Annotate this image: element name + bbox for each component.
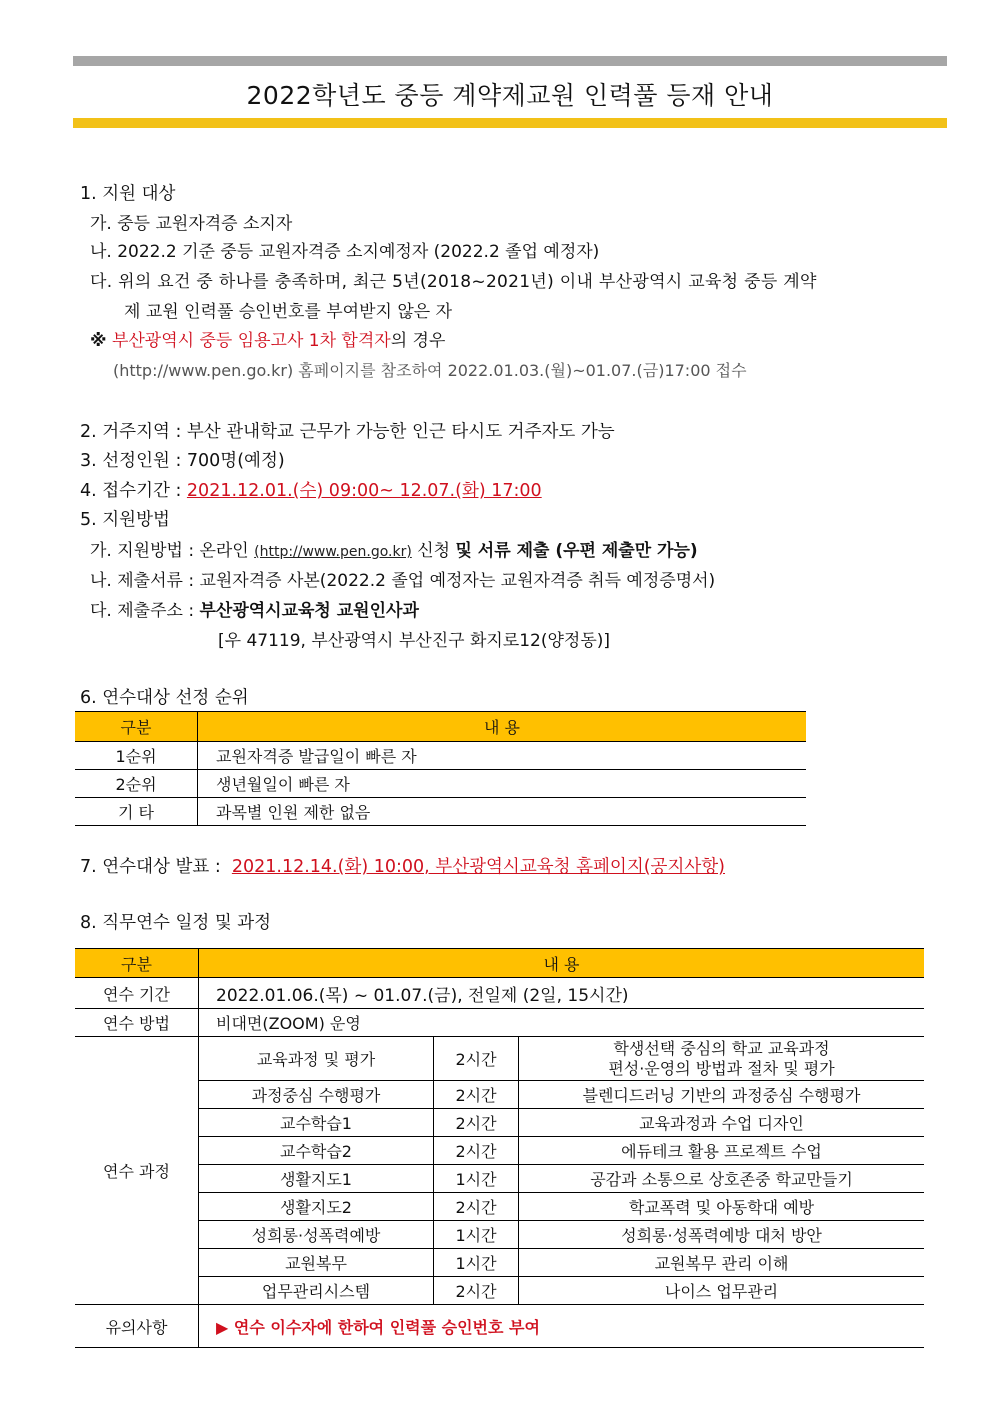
header-category: 구분 <box>75 712 198 742</box>
course-name: 교수학습1 <box>199 1109 434 1137</box>
course-name: 업무관리시스템 <box>199 1277 434 1305</box>
s5-item-b: 나. 제출서류 : 교원자격증 사본(2022.2 졸업 예정자는 교원자격증 취득 예정증명서) <box>90 571 716 591</box>
table-row <box>75 1305 924 1348</box>
period-label: 연수 기간 <box>75 978 199 1009</box>
notice-value: ▶ 연수 이수자에 한하여 인력풀 승인번호 부여 <box>199 1305 925 1348</box>
course-hours: 2시간 <box>434 1037 519 1081</box>
table-row <box>75 798 806 826</box>
course-content: 학교폭력 및 아동학대 예방 <box>519 1193 925 1221</box>
note-suffix: 의 경우 <box>390 331 446 351</box>
course-content <box>519 1037 925 1081</box>
course-hours: 1시간 <box>434 1249 519 1277</box>
table-row <box>75 978 924 1009</box>
section-4 <box>80 480 542 502</box>
title-underline <box>73 118 947 128</box>
s5-item-a <box>90 541 698 562</box>
course-hours: 2시간 <box>434 1137 519 1165</box>
table-row <box>75 1221 924 1249</box>
header-content: 내 용 <box>198 712 807 742</box>
note-mark: ※ <box>90 331 107 351</box>
s1-note <box>90 331 445 351</box>
table-row <box>75 770 806 798</box>
section-7 <box>80 856 725 878</box>
table-row <box>75 1081 924 1109</box>
header-content: 내 용 <box>199 949 925 978</box>
section-5-heading: 5. 지원방법 <box>80 510 170 530</box>
section-6-heading: 6. 연수대상 선정 순위 <box>80 688 249 708</box>
s5-link[interactable]: (http://www.pen.go.kr) <box>254 544 412 560</box>
header-category: 구분 <box>75 949 199 978</box>
s5-a-label: 가. 지원방법 : 온라인 <box>90 541 249 561</box>
row-desc: 과목별 인원 제한 없음 <box>198 798 807 826</box>
priority-table <box>75 711 806 826</box>
s4-label: 4. 접수기간 : <box>80 481 182 501</box>
course-hours: 1시간 <box>434 1221 519 1249</box>
period-value: 2022.01.06.(목) ~ 01.07.(금), 전일제 (2일, 15시간) <box>199 978 925 1009</box>
note-detail-text: 홈페이지를 참조하여 2022.01.03.(월)~01.07.(금)17:00 접수 <box>298 361 747 380</box>
section-1-heading: 1. 지원 대상 <box>80 184 176 204</box>
notice-label: 유의사항 <box>75 1305 199 1348</box>
s7-value: 2021.12.14.(화) 10:00, 부산광역시교육청 홈페이지(공지사항) <box>231 857 725 877</box>
section-2: 2. 거주지역 : 부산 관내학교 근무가 가능한 인근 타시도 거주자도 가능 <box>80 422 615 442</box>
course-hours: 2시간 <box>434 1081 519 1109</box>
table-row <box>75 1009 924 1037</box>
course-hours: 2시간 <box>434 1109 519 1137</box>
method-value: 비대면(ZOOM) 운영 <box>199 1009 925 1037</box>
s7-label: 7. 연수대상 발표 : <box>80 857 221 877</box>
row-rank: 2순위 <box>75 770 198 798</box>
table-row <box>75 1137 924 1165</box>
table-row <box>75 742 806 770</box>
course-content: 블렌디드러닝 기반의 과정중심 수행평가 <box>519 1081 925 1109</box>
table-row <box>75 1193 924 1221</box>
note-highlight: 부산광역시 중등 임용고사 1차 합격자 <box>111 331 391 351</box>
s5-a-bold: 및 서류 제출 (우편 제출만 가능) <box>455 541 698 561</box>
course-name: 교원복무 <box>199 1249 434 1277</box>
table-row <box>75 1277 924 1305</box>
table-row <box>75 1109 924 1137</box>
s5-address: [우 47119, 부산광역시 부산진구 화지로12(양정동)] <box>218 631 611 651</box>
course-content-line1: 학생선택 중심의 학교 교육과정 <box>613 1038 830 1058</box>
course-name: 생활지도2 <box>199 1193 434 1221</box>
table-row <box>75 1249 924 1277</box>
s1-note-detail <box>113 361 747 381</box>
table-header-row <box>75 712 806 742</box>
s5-a-mid: 신청 <box>417 541 451 561</box>
table-row <box>75 1037 924 1081</box>
s5-item-c <box>90 601 419 621</box>
s1-item-c-line2: 제 교원 인력풀 승인번호를 부여받지 않은 자 <box>124 302 453 322</box>
course-content: 교육과정과 수업 디자인 <box>519 1109 925 1137</box>
method-label: 연수 방법 <box>75 1009 199 1037</box>
course-name: 교육과정 및 평가 <box>199 1037 434 1081</box>
s5-c-label: 다. 제출주소 : <box>90 601 195 621</box>
pen-link[interactable]: (http://www.pen.go.kr) <box>113 361 294 380</box>
course-hours: 2시간 <box>434 1277 519 1305</box>
row-desc: 생년월일이 빠른 자 <box>198 770 807 798</box>
s1-item-b: 나. 2022.2 기준 중등 교원자격증 소지예정자 (2022.2 졸업 예정자) <box>90 242 600 262</box>
course-name: 교수학습2 <box>199 1137 434 1165</box>
course-name: 성희롱·성폭력예방 <box>199 1221 434 1249</box>
s1-item-c-line1: 다. 위의 요건 중 하나를 충족하며, 최근 5년(2018~2021년) 이내 부산광역시 교육청 중등 계약 <box>90 272 817 292</box>
top-rule <box>73 56 947 66</box>
row-rank: 1순위 <box>75 742 198 770</box>
course-name: 과정중심 수행평가 <box>199 1081 434 1109</box>
row-rank: 기 타 <box>75 798 198 826</box>
course-content: 나이스 업무관리 <box>519 1277 925 1305</box>
section-8-heading: 8. 직무연수 일정 및 과정 <box>80 913 272 933</box>
course-content: 에듀테크 활용 프로젝트 수업 <box>519 1137 925 1165</box>
s4-period: 2021.12.01.(수) 09:00~ 12.07.(화) 17:00 <box>186 481 542 501</box>
table-row <box>75 1165 924 1193</box>
course-content: 교원복무 관리 이해 <box>519 1249 925 1277</box>
row-desc: 교원자격증 발급일이 빠른 자 <box>198 742 807 770</box>
course-content: 성희롱·성폭력예방 대처 방안 <box>519 1221 925 1249</box>
course-content: 공감과 소통으로 상호존중 학교만들기 <box>519 1165 925 1193</box>
section-3: 3. 선정인원 : 700명(예정) <box>80 451 285 471</box>
table-header-row <box>75 949 924 978</box>
course-hours: 2시간 <box>434 1193 519 1221</box>
course-hours: 1시간 <box>434 1165 519 1193</box>
page-title: 2022학년도 중등 계약제교원 인력풀 등재 안내 <box>246 81 774 110</box>
s5-c-value: 부산광역시교육청 교원인사과 <box>199 601 419 621</box>
s1-item-a: 가. 중등 교원자격증 소지자 <box>90 214 293 234</box>
course-table <box>75 948 924 1348</box>
course-name: 생활지도1 <box>199 1165 434 1193</box>
course-content-line2: 편성·운영의 방법과 절차 및 평가 <box>608 1058 835 1078</box>
course-label: 연수 과정 <box>75 1037 199 1305</box>
